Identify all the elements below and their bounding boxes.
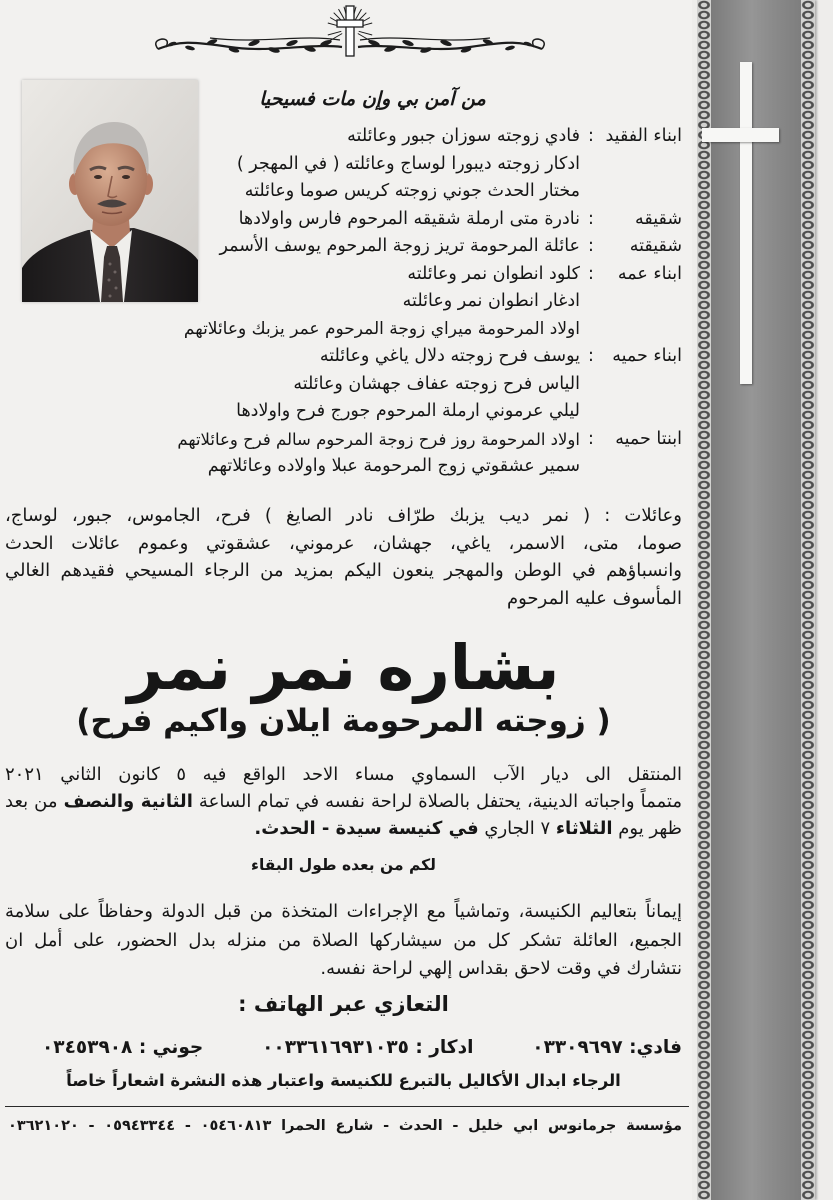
relative-entry: عائلة المرحومة تريز زوجة المرحوم يوسف الأسمر (219, 236, 580, 256)
relation-name: ابناء حميه (612, 346, 682, 366)
relation-label (586, 398, 682, 426)
relatives-row (175, 261, 682, 289)
label-colon: : (588, 346, 594, 366)
label-colon: : (588, 428, 594, 449)
funeral-home-footer: مؤسسة جرمانوس ابي خليل - الحدث - شارع الحمرا ٠٥٤٦٠٨١٣ - ٠٥٩٤٣٣٤٤ - ٠٣٦٢١٠٢٠ (8, 1118, 682, 1134)
cross-ornament-icon (150, 3, 550, 59)
relation-name (596, 288, 682, 316)
relation-label (586, 426, 682, 454)
footer-divider (5, 1106, 689, 1107)
relatives-list (175, 123, 682, 481)
relative-entry: ادكار زوجته ديبورا لوساج وعائلته ( في المهجر ) (236, 153, 580, 174)
relatives-row (175, 151, 682, 179)
relatives-row (175, 316, 682, 344)
contact-name: جوني : (138, 1037, 204, 1058)
wreath-request: الرجاء ابدال الأكاليل بالتبرع للكنيسة واعتبار هذه النشرة اشعاراً خاصاً (66, 1071, 621, 1090)
relation-label (586, 151, 682, 179)
relative-entry: اولاد المرحومة روز فرح زوجة المرحوم سالم فرح وعائلاتهم (177, 429, 580, 449)
relation-name: شقيقته (629, 236, 682, 256)
relatives-row (175, 206, 682, 234)
border-band (711, 0, 801, 1200)
funeral-time: الثانية والنصف (63, 791, 193, 812)
funeral-text: من بعد (5, 791, 58, 812)
families-line: المأسوف عليه المرحوم (506, 587, 682, 609)
label-colon (586, 398, 596, 426)
relative-entry: الياس فرح زوجته عفاف جهشان وعائلته (293, 373, 580, 394)
label-colon (586, 178, 596, 206)
label-colon: : (588, 208, 594, 229)
label-colon (586, 371, 596, 399)
relation-name (596, 316, 682, 344)
relative-entry: اولاد المرحومة ميراي زوجة المرحوم عمر يزبك وعائلاتهم (183, 318, 580, 339)
notice-paragraph (5, 898, 682, 984)
border-chain-left (697, 0, 711, 1200)
families-paragraph (5, 502, 682, 612)
relation-label (586, 123, 682, 151)
relation-label (586, 261, 682, 289)
relative-entry: فادي زوجته سوزان جبور وعائلته (347, 126, 580, 146)
label-colon (586, 288, 596, 316)
relative-entry: سمير عشقوتي زوج المرحومة عبلا واولاده وعائلاتهم (207, 456, 580, 476)
funeral-text: متمماً واجباته الدينية، يحتفل بالصلاة لراحة نفسه في تمام الساعة (198, 791, 682, 812)
relation-label (586, 316, 682, 344)
families-line: وعائلات : ( نمر ديب يزبك طرّاف نادر الصايغ ) فرح، الجاموس، جبور، لوساج، (5, 505, 682, 526)
contact-number: ٠٠٣٣٦١٦٩٣١٠٣٥ (262, 1037, 409, 1058)
relatives-row (175, 178, 682, 206)
relation-name (596, 178, 682, 206)
portrait-photo (22, 80, 198, 302)
phone-condolences-heading: التعازي عبر الهاتف : (238, 992, 449, 1016)
relation-label (586, 288, 682, 316)
contact-name: ادكار : (415, 1037, 474, 1058)
phone-contact (42, 1033, 203, 1063)
relatives-row (175, 343, 682, 371)
relation-name: ابناء عمه (617, 263, 682, 284)
relatives-row (175, 233, 682, 261)
label-colon: : (588, 126, 594, 146)
relation-label (586, 206, 682, 234)
contact-number: ٠٣٣٠٩٦٩٧ (532, 1037, 623, 1058)
notice-line: إيماناً بتعاليم الكنيسة، وتماشياً مع الإجراءات المتخذة من قبل الدولة وحفاظاً على سلامة (5, 901, 682, 922)
right-eye (122, 175, 130, 179)
condolence-line: لكم من بعده طول البقاء (251, 856, 436, 874)
relation-name: ابناء الفقيد (605, 126, 682, 146)
relation-name (596, 453, 682, 481)
notice-line: نتشارك في وقت لاحق بقداس إلهي لراحة نفسه. (320, 958, 682, 979)
label-colon (586, 316, 596, 344)
relation-label (586, 343, 682, 371)
funeral-date: ٧ الجاري (484, 818, 551, 839)
relative-entry: مختار الحدث جوني زوجته كريس صوما وعائلته (244, 181, 580, 201)
relatives-row (175, 371, 682, 399)
phone-contact (262, 1033, 473, 1063)
funeral-paragraph (5, 761, 682, 842)
notice-line: الجميع، العائلة تشكر كل من سيشاركها الصلاة من منزله بدل الحضور، على أمل ان (5, 929, 682, 951)
families-line: صوما، متى، الاسمر، ياغي، جهشان، عرموني، عشقوتي وعموم عائلات الحدث (5, 532, 682, 554)
contact-number: ٠٣٤٥٣٩٠٨ (42, 1037, 133, 1058)
relative-entry: ادغار انطوان نمر وعائلته (402, 291, 580, 311)
contact-name: فادي: (629, 1037, 682, 1058)
funeral-day: الثلاثاء (555, 818, 613, 839)
relation-label (586, 453, 682, 481)
funeral-line (5, 815, 682, 842)
phone-contact (532, 1033, 682, 1063)
label-colon: : (588, 263, 594, 284)
deceased-spouse: ( زوجته المرحومة ايلان واكيم فرح) (76, 703, 611, 739)
relative-entry: ليلي عرموني ارملة المرحوم جورج فرح واولادها (236, 401, 580, 421)
relation-label (586, 178, 682, 206)
relation-name (596, 151, 682, 179)
label-colon (586, 453, 596, 481)
funeral-text: ظهر يوم (618, 818, 682, 839)
funeral-line: المنتقل الى ديار الآب السماوي مساء الاحد الواقع فيه ٥ كانون الثاني ٢٠٢١ (5, 764, 682, 785)
relative-entry: كلود انطوان نمر وعائلته (407, 263, 580, 284)
cross-icon-vertical (740, 62, 752, 384)
families-line: وانسباؤهم في الوطن والمهجر ينعون اليكم بمزيد من الرجاء المسيحي فقيدهم الغالي (5, 560, 682, 581)
relation-label (586, 233, 682, 261)
relation-name (596, 398, 682, 426)
relation-name: شقيقه (634, 208, 682, 229)
relation-name: ابنتا حميه (615, 428, 682, 449)
relatives-row (175, 426, 682, 454)
funeral-church: في كنيسة سيدة - الحدث. (254, 818, 479, 839)
relatives-row (175, 288, 682, 316)
relatives-row (175, 398, 682, 426)
funeral-line (5, 788, 682, 815)
deceased-name: بشاره نمر نمر (127, 631, 560, 704)
relative-entry: نادرة متى ارملة شقيقه المرحوم فارس واولادها (238, 208, 580, 229)
label-colon: : (588, 236, 594, 256)
left-eye (94, 175, 102, 179)
cross-icon-horizontal (702, 128, 779, 142)
phone-contacts (42, 1033, 682, 1063)
label-colon (586, 151, 596, 179)
scripture-verse: من آمن بي وإن مات فسيحيا (259, 88, 486, 110)
relative-entry: يوسف فرح زوجته دلال ياغي وعائلته (319, 346, 580, 366)
relatives-row (175, 453, 682, 481)
border-chain-right (801, 0, 815, 1200)
relation-name (596, 371, 682, 399)
relation-label (586, 371, 682, 399)
relatives-row (175, 123, 682, 151)
